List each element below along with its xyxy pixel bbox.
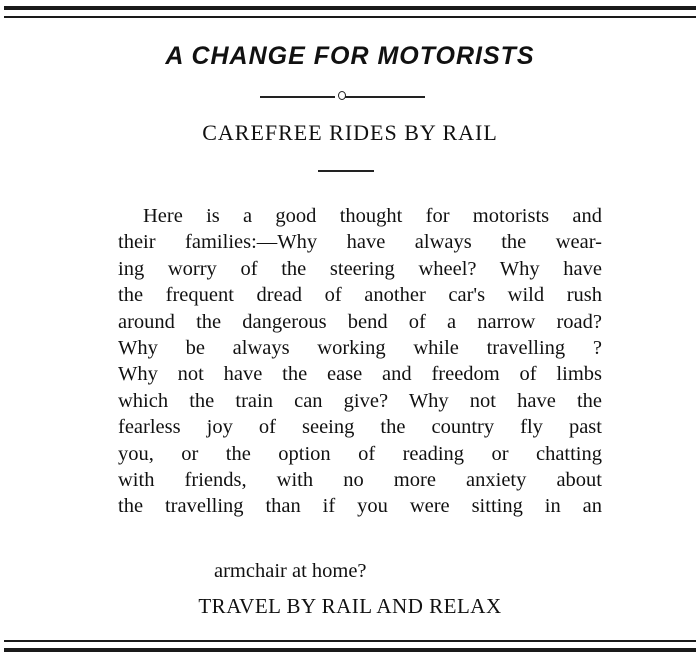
body-line: their families:—Why have always the wear- (118, 231, 602, 254)
body-line: with friends, with no more anxiety about (118, 469, 602, 492)
body-line: which the train can give? Why not have the (118, 389, 602, 412)
tagline: TRAVEL BY RAIL AND RELAX (198, 594, 502, 618)
body-line: you, or the option of reading or chatting (118, 442, 602, 465)
ornament-line-right (345, 96, 425, 98)
top-border-thick (4, 6, 696, 10)
body-last-line: armchair at home? (214, 560, 367, 582)
body-line: Why be always working while travelling ? (118, 337, 602, 360)
body-line: fearless joy of seeing the country fly past (118, 416, 602, 439)
ornament-line-left (260, 96, 335, 98)
body-line: around the dangerous bend of a narrow road? (118, 310, 602, 333)
bottom-border-thin (4, 640, 696, 642)
body-line: Why not have the ease and freedom of limbs (118, 363, 602, 386)
short-divider (318, 170, 374, 172)
top-border-thin (4, 16, 696, 18)
ornamental-divider (260, 90, 425, 102)
bottom-border-thick (4, 648, 696, 652)
body-line: ing worry of the steering wheel? Why have (118, 257, 602, 280)
subheadline: CAREFREE RIDES BY RAIL (202, 120, 498, 145)
article-body (118, 203, 602, 520)
body-line: the frequent dread of another car's wild rush (118, 284, 602, 307)
headline: A CHANGE FOR MOTORISTS (165, 42, 535, 70)
body-line: the travelling than if you were sitting in an (118, 495, 602, 518)
body-line: Here is a good thought for motorists and (143, 205, 602, 227)
